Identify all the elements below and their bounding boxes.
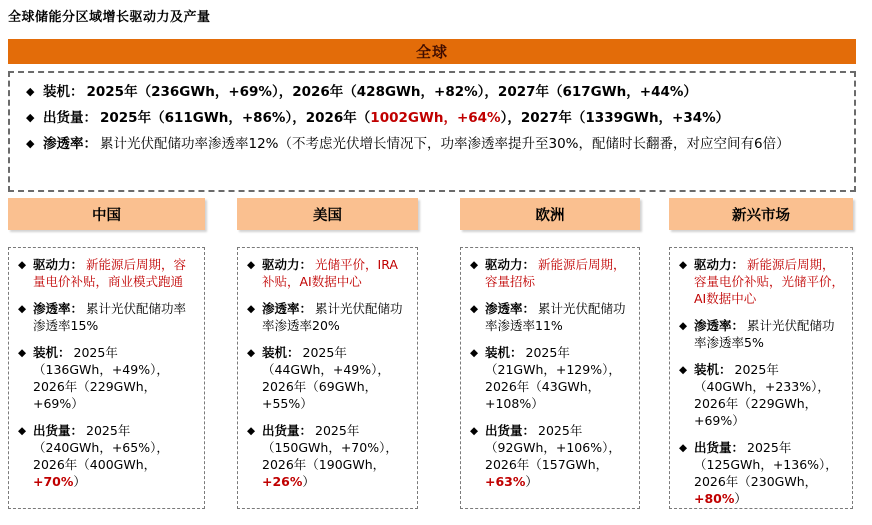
region-header: 欧洲: [460, 198, 640, 230]
bullet-text: [485, 300, 631, 334]
bullet-text: [694, 256, 844, 307]
highlight-text: 光储平价，IRA补贴，AI数据中心: [262, 257, 398, 289]
bullet-label: 渗透率：: [262, 301, 313, 316]
bullet-text: [43, 79, 838, 105]
bullet-item: [470, 256, 631, 290]
diamond-bullet-icon: ◆: [26, 137, 35, 150]
bullet-text: [694, 361, 844, 429]
bullet-text: [33, 422, 196, 490]
text-segment: 2025年（236GWh，+69%），2026年（428GWh，+82%），2027年（617GWh，+44%）: [86, 84, 697, 100]
diamond-bullet-icon: ◆: [679, 320, 688, 332]
diamond-bullet-icon: ◆: [18, 425, 27, 437]
text-segment: 累计光伏配储功率渗透率15%: [33, 301, 187, 333]
bullet-text: [694, 317, 844, 351]
bullet-label: 装机：: [43, 84, 84, 100]
text-segment: ），2027年（1339GWh，+34%）: [500, 110, 730, 126]
text-segment: 2025年（21GWh，+129%），2026年（43GWh，+108%）: [485, 345, 621, 411]
text-segment: 累计光伏配储功率渗透率20%: [262, 301, 403, 333]
diamond-bullet-icon: ◆: [470, 303, 479, 315]
diamond-bullet-icon: ◆: [26, 111, 35, 124]
text-segment: ）: [525, 474, 538, 489]
text-segment: 2025年（40GWh，+233%），2026年（229GWh，+69%）: [694, 362, 830, 428]
diamond-bullet-icon: ◆: [247, 347, 256, 359]
text-segment: 累计光伏配储功率渗透率5%: [694, 318, 835, 350]
page-title: 全球储能分区域增长驱动力及产量: [8, 10, 211, 25]
diamond-bullet-icon: ◆: [18, 303, 27, 315]
bullet-label: 出货量：: [262, 423, 313, 438]
bullet-item: [679, 439, 844, 507]
diamond-bullet-icon: ◆: [679, 364, 688, 376]
bullet-label: 渗透率：: [43, 136, 97, 152]
region-column-2: [237, 198, 418, 509]
highlight-text: 新能源后周期，容量招标: [485, 257, 626, 289]
highlight-text: 新能源后周期，容量电价补贴，光储平价，AI数据中心: [694, 257, 845, 306]
diamond-bullet-icon: ◆: [247, 259, 256, 271]
diamond-bullet-icon: ◆: [26, 85, 35, 98]
bullet-item: [26, 105, 838, 131]
bullet-text: [485, 344, 631, 412]
bullet-item: [470, 344, 631, 412]
bullet-label: 装机：: [262, 345, 300, 360]
region-header: 中国: [8, 198, 205, 230]
bullet-item: [18, 300, 196, 334]
bullet-item: [18, 422, 196, 490]
bullet-label: 驱动力：: [33, 257, 84, 272]
text-segment: 累计光伏配储功率渗透率11%: [485, 301, 626, 333]
bullet-item: [26, 79, 838, 105]
highlight-text: 新能源后周期，容量电价补贴，商业模式跑通: [33, 257, 187, 289]
bullet-item: [679, 317, 844, 351]
bullet-label: 装机：: [33, 345, 71, 360]
region-details-box: [237, 247, 418, 509]
bullet-label: 出货量：: [43, 110, 97, 126]
bullet-label: 装机：: [694, 362, 732, 377]
bullet-text: [485, 422, 631, 490]
bullet-label: 渗透率：: [33, 301, 84, 316]
highlight-text: 1002GWh，+64%: [370, 110, 501, 126]
bullet-item: [679, 256, 844, 307]
bullet-label: 出货量：: [694, 440, 745, 455]
region-columns: [0, 198, 872, 525]
bullet-text: [485, 256, 631, 290]
diamond-bullet-icon: ◆: [470, 347, 479, 359]
bullet-item: [470, 422, 631, 490]
bullet-item: [679, 361, 844, 429]
diamond-bullet-icon: ◆: [247, 425, 256, 437]
bullet-text: [262, 344, 409, 412]
diamond-bullet-icon: ◆: [679, 259, 688, 271]
bullet-text: [33, 256, 196, 290]
diamond-bullet-icon: ◆: [470, 259, 479, 271]
bullet-item: [247, 256, 409, 290]
bullet-label: 驱动力：: [485, 257, 536, 272]
region-details-box: [460, 247, 640, 509]
text-segment: 累计光伏配储功率渗透率12%（不考虑光伏增长情况下，功率渗透率提升至30%，配储时长翻番，对应空间有6倍）: [100, 136, 790, 152]
highlight-text: +63%: [485, 474, 526, 489]
text-segment: ）: [302, 474, 315, 489]
bullet-text: [262, 300, 409, 334]
bullet-text: [43, 131, 838, 157]
bullet-text: [694, 439, 844, 507]
text-segment: 2025年（240GWh，+65%），2026年（400GWh，: [33, 423, 169, 472]
global-summary-box: [8, 71, 856, 192]
bullet-label: 装机：: [485, 345, 523, 360]
global-header-bar: 全球: [8, 39, 856, 64]
bullet-text: [262, 256, 409, 290]
diamond-bullet-icon: ◆: [470, 425, 479, 437]
diamond-bullet-icon: ◆: [18, 347, 27, 359]
text-segment: ）: [73, 474, 86, 489]
bullet-item: [18, 344, 196, 412]
diamond-bullet-icon: ◆: [247, 303, 256, 315]
region-column-4: [669, 198, 853, 509]
region-details-box: [669, 247, 853, 509]
region-column-3: [460, 198, 640, 509]
bullet-label: 出货量：: [485, 423, 536, 438]
text-segment: ）: [734, 491, 747, 506]
diamond-bullet-icon: ◆: [679, 442, 688, 454]
bullet-item: [470, 300, 631, 334]
highlight-text: +80%: [694, 491, 735, 506]
text-segment: 2025年（136GWh，+49%），2026年（229GWh，+69%）: [33, 345, 169, 411]
bullet-label: 驱动力：: [262, 257, 313, 272]
region-header: 美国: [237, 198, 418, 230]
highlight-text: +70%: [33, 474, 74, 489]
text-segment: 2025年（92GWh，+106%），2026年（157GWh，: [485, 423, 621, 472]
diamond-bullet-icon: ◆: [18, 259, 27, 271]
bullet-text: [33, 300, 196, 334]
bullet-label: 渗透率：: [694, 318, 745, 333]
bullet-item: [247, 422, 409, 490]
bullet-label: 驱动力：: [694, 257, 745, 272]
bullet-item: [247, 344, 409, 412]
region-details-box: [8, 247, 205, 509]
bullet-item: [247, 300, 409, 334]
highlight-text: +26%: [262, 474, 303, 489]
region-header: 新兴市场: [669, 198, 853, 230]
region-column-1: [8, 198, 205, 509]
text-segment: 2025年（150GWh，+70%），2026年（190GWh，: [262, 423, 398, 472]
bullet-item: [26, 131, 838, 157]
bullet-label: 渗透率：: [485, 301, 536, 316]
text-segment: 2025年（125GWh，+136%），2026年（230GWh，: [694, 440, 838, 489]
text-segment: 2025年（611GWh，+86%），2026年（: [100, 110, 371, 126]
bullet-text: [262, 422, 409, 490]
bullet-text: [43, 105, 838, 131]
bullet-text: [33, 344, 196, 412]
bullet-item: [18, 256, 196, 290]
bullet-label: 出货量：: [33, 423, 84, 438]
text-segment: 2025年（44GWh，+49%），2026年（69GWh，+55%）: [262, 345, 390, 411]
